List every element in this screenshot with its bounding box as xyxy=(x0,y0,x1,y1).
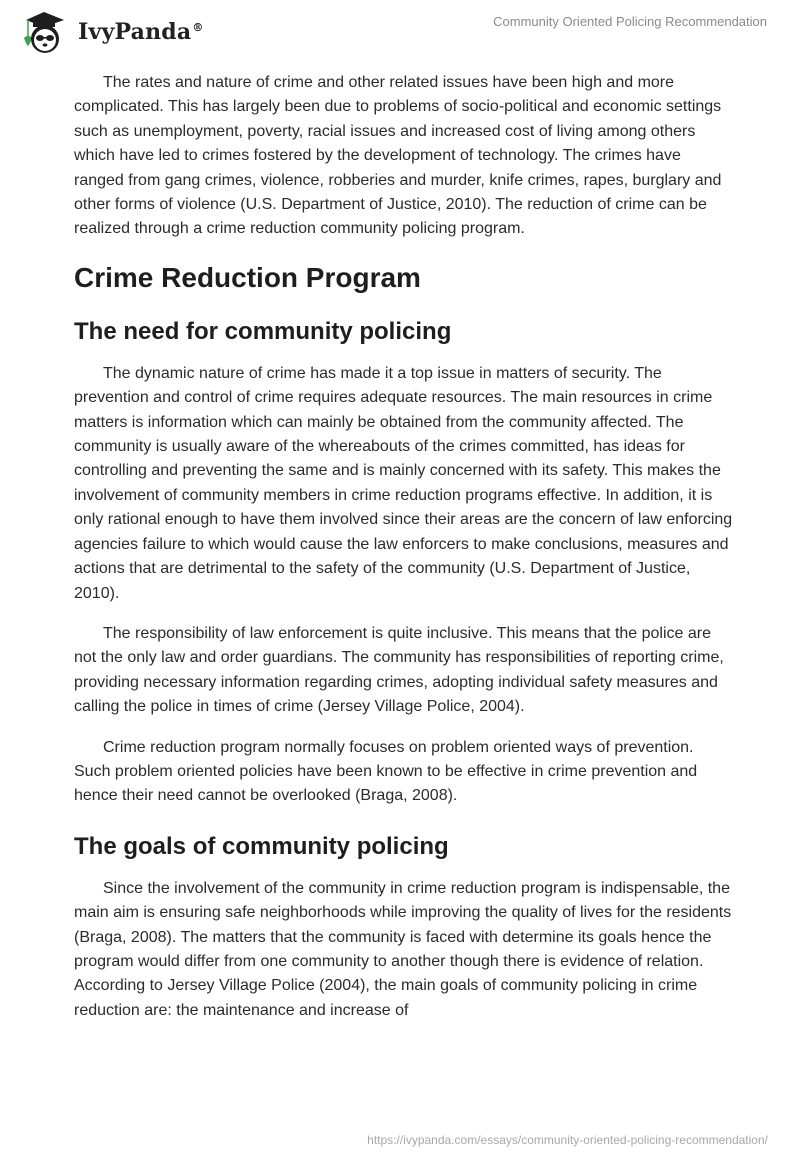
intro-paragraph: The rates and nature of crime and other related issues have been high and more complicated. This has largely been due to problems of socio-political and economic settings such as unemployment, poverty, racial issues and increased cost of living among others which have led to crimes fostered by the development of technology. The crimes have ranged from gang crimes, violence, robberies and murder, knife crimes, rapes, burglary and other forms of violence (U.S. Department of Justice, 2010). The reduction of crime can be realized through a crime reduction community policing program. xyxy=(74,74,722,238)
ivypanda-logo[interactable] xyxy=(18,8,204,56)
panda-graduate-icon xyxy=(18,8,70,56)
paragraph: The responsibility of law enforcement is quite inclusive. This means that the police are not the only law and order guardians. The community has responsibilities of reporting crime, providing necessary information regarding crimes, adopting individual safety measures and calling the police in times of crime (Jersey Village Police, 2004). xyxy=(74,624,724,716)
logo-text: IvyPanda® xyxy=(78,19,204,45)
paragraph: The dynamic nature of crime has made it a top issue in matters of security. The prevention and control of crime requires adequate resources. The main resources in crime matters is information which can mainly be obtained from the community affected. The community is usually aware of the whereabouts of the crimes committed, has ideas for controlling and preventing the same and is mainly concerned with its safety. This makes the involvement of community members in crime reduction programs effective. In addition, it is only rational enough to have them involved since their areas are the concern of law enforcing agencies failure to which would cause the law enforcers to make conclusions, measures and actions that are detrimental to the safety of the community (U.S. Department of Justice, 2010). xyxy=(74,364,733,602)
footer-url[interactable]: https://ivypanda.com/essays/community-oriented-policing-recommendation/ xyxy=(367,1133,768,1147)
paragraph: Since the involvement of the community in crime reduction program is indispensable, the main aim is ensuring safe neighborhoods while improving the quality of lives for the residents (Braga, 2008). The matters that the community is faced with determine its goals hence the program would differ from one community to another though there is evidence of relation. According to Jersey Village Police (2004), the main goals of community policing in crime reduction are: the maintenance and increase of xyxy=(74,879,732,1019)
section-heading: Crime Reduction Program xyxy=(74,261,421,293)
document-title: Community Oriented Policing Recommendation xyxy=(493,14,767,29)
essay-content xyxy=(74,71,734,1039)
subsection-heading-need: The need for community policing xyxy=(74,317,452,345)
paragraph: Crime reduction program normally focuses on problem oriented ways of prevention. Such problem oriented policies have been known to be effective in crime prevention and hence their need cannot be overlooked (Braga, 2008). xyxy=(74,738,698,805)
page-header xyxy=(0,0,800,60)
subsection-heading-goals: The goals of community policing xyxy=(74,832,449,860)
